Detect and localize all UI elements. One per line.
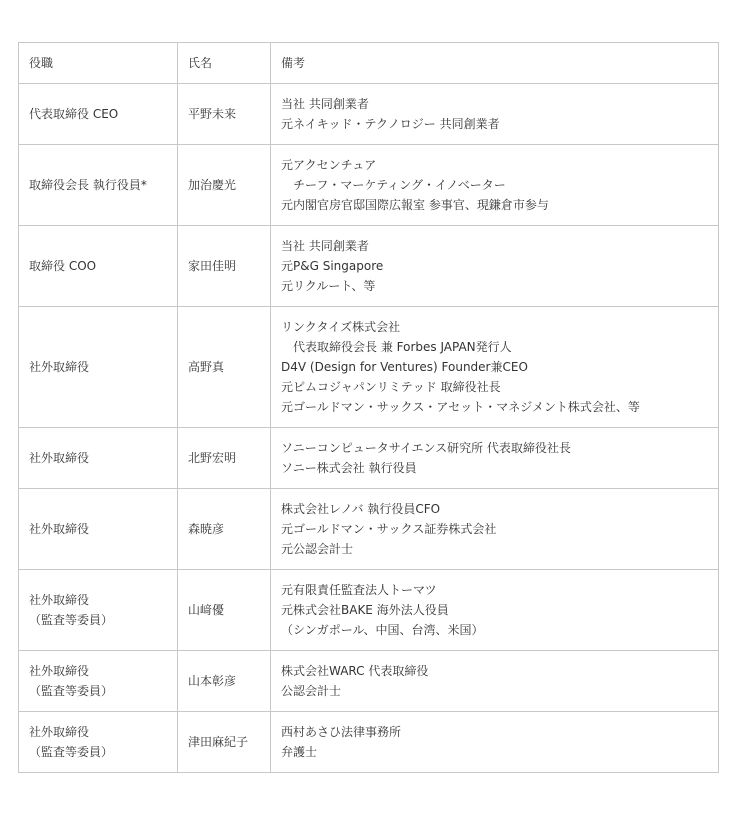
role-text: 社外取締役 [29,593,90,607]
note-line: 弁護士 [281,745,318,759]
note-line: 元ゴールドマン・サックス・アセット・マネジメント株式会社、等 [281,400,640,414]
role-cell [19,145,178,226]
role-text: 社外取締役 [29,522,90,536]
table-row [19,84,719,145]
notes-cell [271,307,719,428]
note-line: 株式会社WARC 代表取締役 [281,664,429,678]
name-cell: 北野宏明 [178,428,271,489]
role-cell [19,570,178,651]
table-row [19,428,719,489]
name-cell: 津田麻紀子 [178,712,271,773]
table-row [19,226,719,307]
note-line: （シンガポール、中国、台湾、米国） [281,623,484,637]
note-line: 元リクルート、等 [281,279,376,293]
role-text: 取締役 COO [29,259,97,273]
note-line: 元ピムコジャパンリミテッド 取締役社長 [281,380,501,394]
note-line: 西村あさひ法律事務所 [281,725,402,739]
name-cell: 山﨑優 [178,570,271,651]
note-line: 元ネイキッド・テクノロジー 共同創業者 [281,117,500,131]
notes-cell [271,712,719,773]
header-name: 氏名 [178,43,271,84]
table-row [19,712,719,773]
notes-cell [271,428,719,489]
name-cell: 森暁彦 [178,489,271,570]
role-text: 取締役会長 執行役員* [29,178,147,192]
note-line: 元公認会計士 [281,542,354,556]
notes-cell [271,84,719,145]
header-notes: 備考 [271,43,719,84]
role-cell [19,226,178,307]
role-cell [19,489,178,570]
note-line: 当社 共同創業者 [281,239,369,253]
note-line: 代表取締役会長 兼 Forbes JAPAN発行人 [293,340,512,354]
note-line: D4V (Design for Ventures) Founder兼CEO [281,360,528,374]
header-role: 役職 [19,43,178,84]
note-line: ソニー株式会社 執行役員 [281,461,417,475]
notes-cell [271,651,719,712]
note-line: リンクタイズ株式会社 [281,320,401,334]
note-line: 株式会社レノバ 執行役員CFO [281,502,441,516]
role-text: 社外取締役 [29,664,90,678]
role-cell [19,84,178,145]
note-line: 当社 共同創業者 [281,97,369,111]
role-subtext: （監査等委員） [29,684,114,698]
notes-cell [271,226,719,307]
table-row [19,145,719,226]
table-row [19,489,719,570]
notes-cell [271,489,719,570]
note-line: 公認会計士 [281,684,342,698]
role-text: 社外取締役 [29,451,90,465]
role-cell [19,712,178,773]
officers-table [18,42,719,773]
name-cell: 家田佳明 [178,226,271,307]
role-cell [19,307,178,428]
role-text: 社外取締役 [29,360,90,374]
role-cell [19,651,178,712]
notes-cell [271,145,719,226]
name-cell: 高野真 [178,307,271,428]
role-text: 社外取締役 [29,725,90,739]
note-line: 元P&G Singapore [281,259,384,273]
table-header-row [19,43,719,84]
note-line: ソニーコンピュータサイエンス研究所 代表取締役社長 [281,441,571,455]
role-subtext: （監査等委員） [29,613,114,627]
note-line: 元内閣官房官邸国際広報室 参事官、現鎌倉市参与 [281,198,549,212]
name-cell: 山本彰彦 [178,651,271,712]
notes-cell [271,570,719,651]
name-cell: 平野未来 [178,84,271,145]
note-line: チーフ・マーケティング・イノベーター [293,178,506,192]
note-line: 元アクセンチュア [281,158,377,172]
role-text: 代表取締役 CEO [29,107,119,121]
table-row [19,570,719,651]
table-row [19,651,719,712]
table-row [19,307,719,428]
note-line: 元株式会社BAKE 海外法人役員 [281,603,449,617]
name-cell: 加治慶光 [178,145,271,226]
role-subtext: （監査等委員） [29,745,114,759]
note-line: 元ゴールドマン・サックス証券株式会社 [281,522,497,536]
role-cell [19,428,178,489]
note-line: 元有限責任監査法人トーマツ [281,583,437,597]
